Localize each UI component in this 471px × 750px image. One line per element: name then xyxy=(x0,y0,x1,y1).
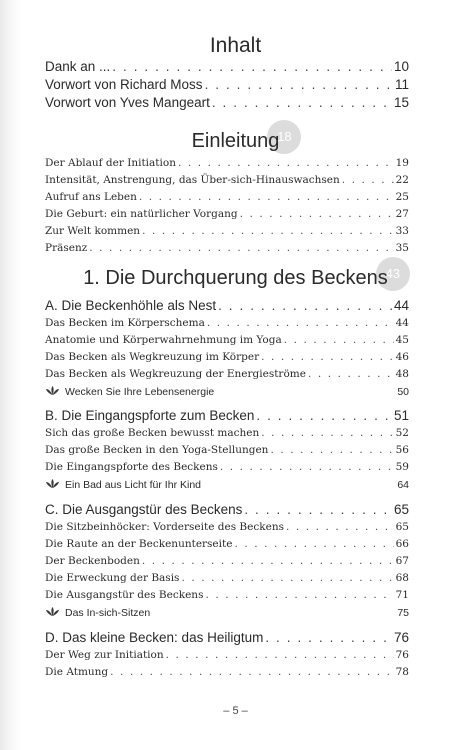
toc-entry[interactable] xyxy=(45,444,409,456)
toc-entry-title: Das Becken als Wegkreuzung im Körper xyxy=(45,351,260,363)
toc-entry-page: 52 xyxy=(395,427,409,439)
toc-exercise-page: 64 xyxy=(397,479,409,491)
dot-leader xyxy=(178,157,394,169)
toc-entry[interactable] xyxy=(45,334,409,346)
toc-section[interactable] xyxy=(45,630,409,645)
toc-entry[interactable] xyxy=(45,427,409,439)
toc-entry[interactable] xyxy=(45,521,409,533)
toc-entry-page: 46 xyxy=(395,351,409,363)
dot-leader xyxy=(244,502,392,517)
toc-entry-title: Die Erweckung der Basis xyxy=(45,572,180,584)
intro-heading-row[interactable] xyxy=(0,130,471,153)
toc-entry-page: 33 xyxy=(395,225,409,237)
dot-leader xyxy=(112,59,392,74)
toc-entry[interactable] xyxy=(45,666,409,678)
toc-section[interactable] xyxy=(45,408,409,423)
dot-leader xyxy=(110,666,393,678)
toc-entry-title: Der Beckenboden xyxy=(45,555,140,567)
toc-entry[interactable] xyxy=(45,174,409,186)
toc-exercise-title: Das In-sich-Sitzen xyxy=(65,607,151,619)
toc-entry-page: 78 xyxy=(395,666,409,678)
toc-entry[interactable] xyxy=(45,208,409,220)
contents-heading-row xyxy=(0,34,471,58)
dot-leader xyxy=(212,95,392,110)
dot-leader xyxy=(207,317,394,329)
toc-entry-title: Die Ausgangstür des Beckens xyxy=(45,589,204,601)
toc-entry-page: 27 xyxy=(395,208,409,220)
dot-leader xyxy=(240,208,394,220)
toc-entry-page: 19 xyxy=(395,157,409,169)
chapter-heading-row[interactable] xyxy=(0,267,471,290)
toc-section[interactable] xyxy=(45,298,409,313)
toc-entry[interactable] xyxy=(45,191,409,203)
toc-entry[interactable] xyxy=(45,461,409,473)
chapter-heading: 1. Die Durchquerung des Beckens xyxy=(83,267,388,289)
toc-entry-title: Das Becken als Wegkreuzung der Energieströme xyxy=(45,368,306,380)
toc-entry-title: Der Ablauf der Initiation xyxy=(45,157,176,169)
toc-section-page: 65 xyxy=(393,502,409,517)
toc-entry-page: 59 xyxy=(395,461,409,473)
contents-heading: Inhalt xyxy=(209,34,262,57)
dot-leader xyxy=(284,334,394,346)
toc-entry[interactable] xyxy=(45,351,409,363)
toc-exercise[interactable] xyxy=(45,478,409,491)
toc-entry-title: Anatomie und Körperwahrnehmung im Yoga xyxy=(45,334,282,346)
toc-section-page: 44 xyxy=(393,298,409,313)
toc-entry-title: Sich das große Becken bewusst machen xyxy=(45,427,260,439)
page-number-badge: 43 xyxy=(376,257,410,291)
toc-entry-page: 10 xyxy=(393,59,409,74)
toc-entry-title: Dank an ... xyxy=(45,59,111,74)
toc-section[interactable] xyxy=(45,502,409,517)
dot-leader xyxy=(139,191,394,203)
toc-section-title: C. Die Ausgangstür des Beckens xyxy=(45,502,243,517)
intro-heading: Einleitung xyxy=(191,130,280,152)
dot-leader xyxy=(220,461,394,473)
toc-entry-page: 76 xyxy=(395,649,409,661)
toc-entry-title: Das große Becken in den Yoga-Stellungen xyxy=(45,444,269,456)
dot-leader xyxy=(265,630,392,645)
dot-leader xyxy=(261,427,393,439)
toc-entry-title: Präsenz xyxy=(45,242,88,254)
toc-entry[interactable] xyxy=(45,368,409,380)
lotus-leaf-icon xyxy=(45,606,60,617)
toc-entry-page: 45 xyxy=(395,334,409,346)
dot-leader xyxy=(234,538,393,550)
toc-exercise-title: Ein Bad aus Licht für Ihr Kind xyxy=(65,479,201,491)
toc-entry-page: 67 xyxy=(395,555,409,567)
toc-entry-page: 65 xyxy=(395,521,409,533)
toc-entry[interactable] xyxy=(45,157,409,169)
dot-leader xyxy=(181,572,393,584)
toc-entry-page: 35 xyxy=(395,242,409,254)
toc-section-page: 76 xyxy=(393,630,409,645)
toc-entry-title: Das Becken im Körperschema xyxy=(45,317,205,329)
dot-leader xyxy=(218,298,392,313)
dot-leader xyxy=(270,444,393,456)
toc-entry[interactable] xyxy=(45,59,409,74)
dot-leader xyxy=(166,649,394,661)
lotus-leaf-icon xyxy=(45,478,60,489)
toc-exercise-title: Wecken Sie Ihre Lebensenergie xyxy=(65,386,215,398)
toc-entry[interactable] xyxy=(45,317,409,329)
toc-entry-title: Vorwort von Yves Mangeart xyxy=(45,95,210,110)
toc-entry[interactable] xyxy=(45,538,409,550)
toc-entry-page: 11 xyxy=(394,77,409,92)
toc-entry[interactable] xyxy=(45,225,409,237)
toc-entry-title: Die Geburt: ein natürlicher Vorgang xyxy=(45,208,238,220)
dot-leader xyxy=(205,77,393,92)
toc-exercise-page: 50 xyxy=(397,386,409,398)
page-number: – 5 – xyxy=(223,705,248,717)
toc-entry-title: Aufruf ans Leben xyxy=(45,191,137,203)
toc-entry-page: 15 xyxy=(393,95,409,110)
page-number-badge: 18 xyxy=(267,120,301,154)
toc-entry[interactable] xyxy=(45,77,409,92)
toc-entry-title: Intensität, Anstrengung, das Über-sich-Hinauswachsen xyxy=(45,174,340,186)
toc-section-title: B. Die Eingangspforte zum Becken xyxy=(45,408,255,423)
toc-section-title: A. Die Beckenhöhle als Nest xyxy=(45,298,217,313)
toc-entry-page: 22 xyxy=(395,174,409,186)
toc-section-title: D. Das kleine Becken: das Heiligtum xyxy=(45,630,264,645)
dot-leader xyxy=(261,351,394,363)
toc-entry-page: 25 xyxy=(395,191,409,203)
toc-entry-page: 44 xyxy=(395,317,409,329)
toc-entry-title: Die Raute an der Beckenunterseite xyxy=(45,538,233,550)
dot-leader xyxy=(342,174,394,186)
toc-entry-title: Die Eingangspforte des Beckens xyxy=(45,461,218,473)
toc-entry-title: Der Weg zur Initiation xyxy=(45,649,164,661)
toc-entry[interactable] xyxy=(45,242,409,254)
toc-exercise-page: 75 xyxy=(397,607,409,619)
toc-entry-page: 56 xyxy=(395,444,409,456)
dot-leader xyxy=(142,225,394,237)
toc-section-page: 51 xyxy=(393,408,409,423)
toc-entry-title: Die Sitzbeinhöcker: Vorderseite des Beckens xyxy=(45,521,284,533)
toc-entry-title: Vorwort von Richard Moss xyxy=(45,77,203,92)
dot-leader xyxy=(286,521,394,533)
dot-leader xyxy=(142,555,394,567)
dot-leader xyxy=(89,242,393,254)
dot-leader xyxy=(205,589,393,601)
lotus-leaf-icon xyxy=(45,385,60,396)
toc-entry-page: 68 xyxy=(395,572,409,584)
toc-entry-page: 66 xyxy=(395,538,409,550)
toc-entry[interactable] xyxy=(45,589,409,601)
toc-entry-title: Die Atmung xyxy=(45,666,109,678)
dot-leader xyxy=(308,368,394,380)
toc-entry[interactable] xyxy=(45,95,409,110)
toc-exercise[interactable] xyxy=(45,606,409,619)
toc-entry-page: 48 xyxy=(395,368,409,380)
toc-entry[interactable] xyxy=(45,572,409,584)
toc-exercise[interactable] xyxy=(45,385,409,398)
toc-entry-page: 71 xyxy=(395,589,409,601)
dot-leader xyxy=(256,408,392,423)
toc-entry[interactable] xyxy=(45,555,409,567)
toc-entry-title: Zur Welt kommen xyxy=(45,225,141,237)
toc-entry[interactable] xyxy=(45,649,409,661)
